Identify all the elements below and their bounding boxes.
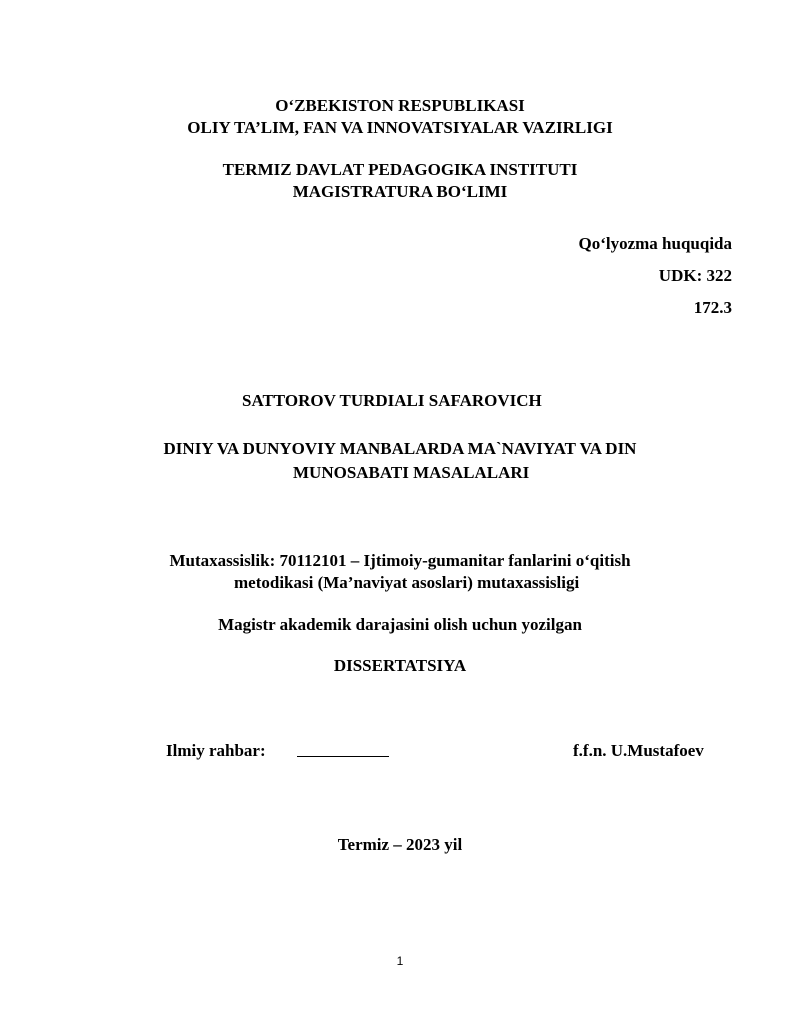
supervisor-label: Ilmiy rahbar: bbox=[166, 741, 266, 760]
specialty-line-2: metodikasi (Ma’naviyat asoslari) mutaxassisligi bbox=[234, 573, 580, 592]
title-line-2: MUNOSABATI MASALALARI bbox=[293, 463, 530, 482]
title-line-1: DINIY VA DUNYOVIY MANBALARDA MA`NAVIYAT VA DIN bbox=[163, 439, 637, 458]
country-heading: O‘ZBEKISTON RESPUBLIKASI bbox=[275, 96, 525, 115]
degree-line: Magistr akademik darajasini olish uchun yozilgan bbox=[218, 615, 582, 634]
specialty-line-1: Mutaxassislik: 70112101 – Ijtimoiy-gumanitar fanlarini o‘qitish bbox=[169, 551, 631, 570]
supervisor-name: f.f.n. U.Mustafoev bbox=[573, 741, 704, 760]
department-heading: MAGISTRATURA BO‘LIMI bbox=[292, 182, 508, 201]
document-type: DISSERTATSIYA bbox=[333, 656, 467, 675]
place-year: Termiz – 2023 yil bbox=[337, 835, 463, 854]
signature-line bbox=[297, 740, 389, 763]
institute-heading: TERMIZ DAVLAT PEDAGOGIKA INSTITUTI bbox=[222, 160, 578, 179]
udk-code: UDK: 322 bbox=[658, 266, 732, 285]
ministry-heading: OLIY TA’LIM, FAN VA INNOVATSIYALAR VAZIRLIGI bbox=[187, 118, 613, 137]
page-number: 1 bbox=[396, 954, 404, 968]
manuscript-rights: Qo‘lyozma huquqida bbox=[578, 234, 732, 253]
author-name: SATTOROV TURDIALI SAFAROVICH bbox=[242, 391, 542, 410]
udk-subcode: 172.3 bbox=[693, 298, 732, 317]
